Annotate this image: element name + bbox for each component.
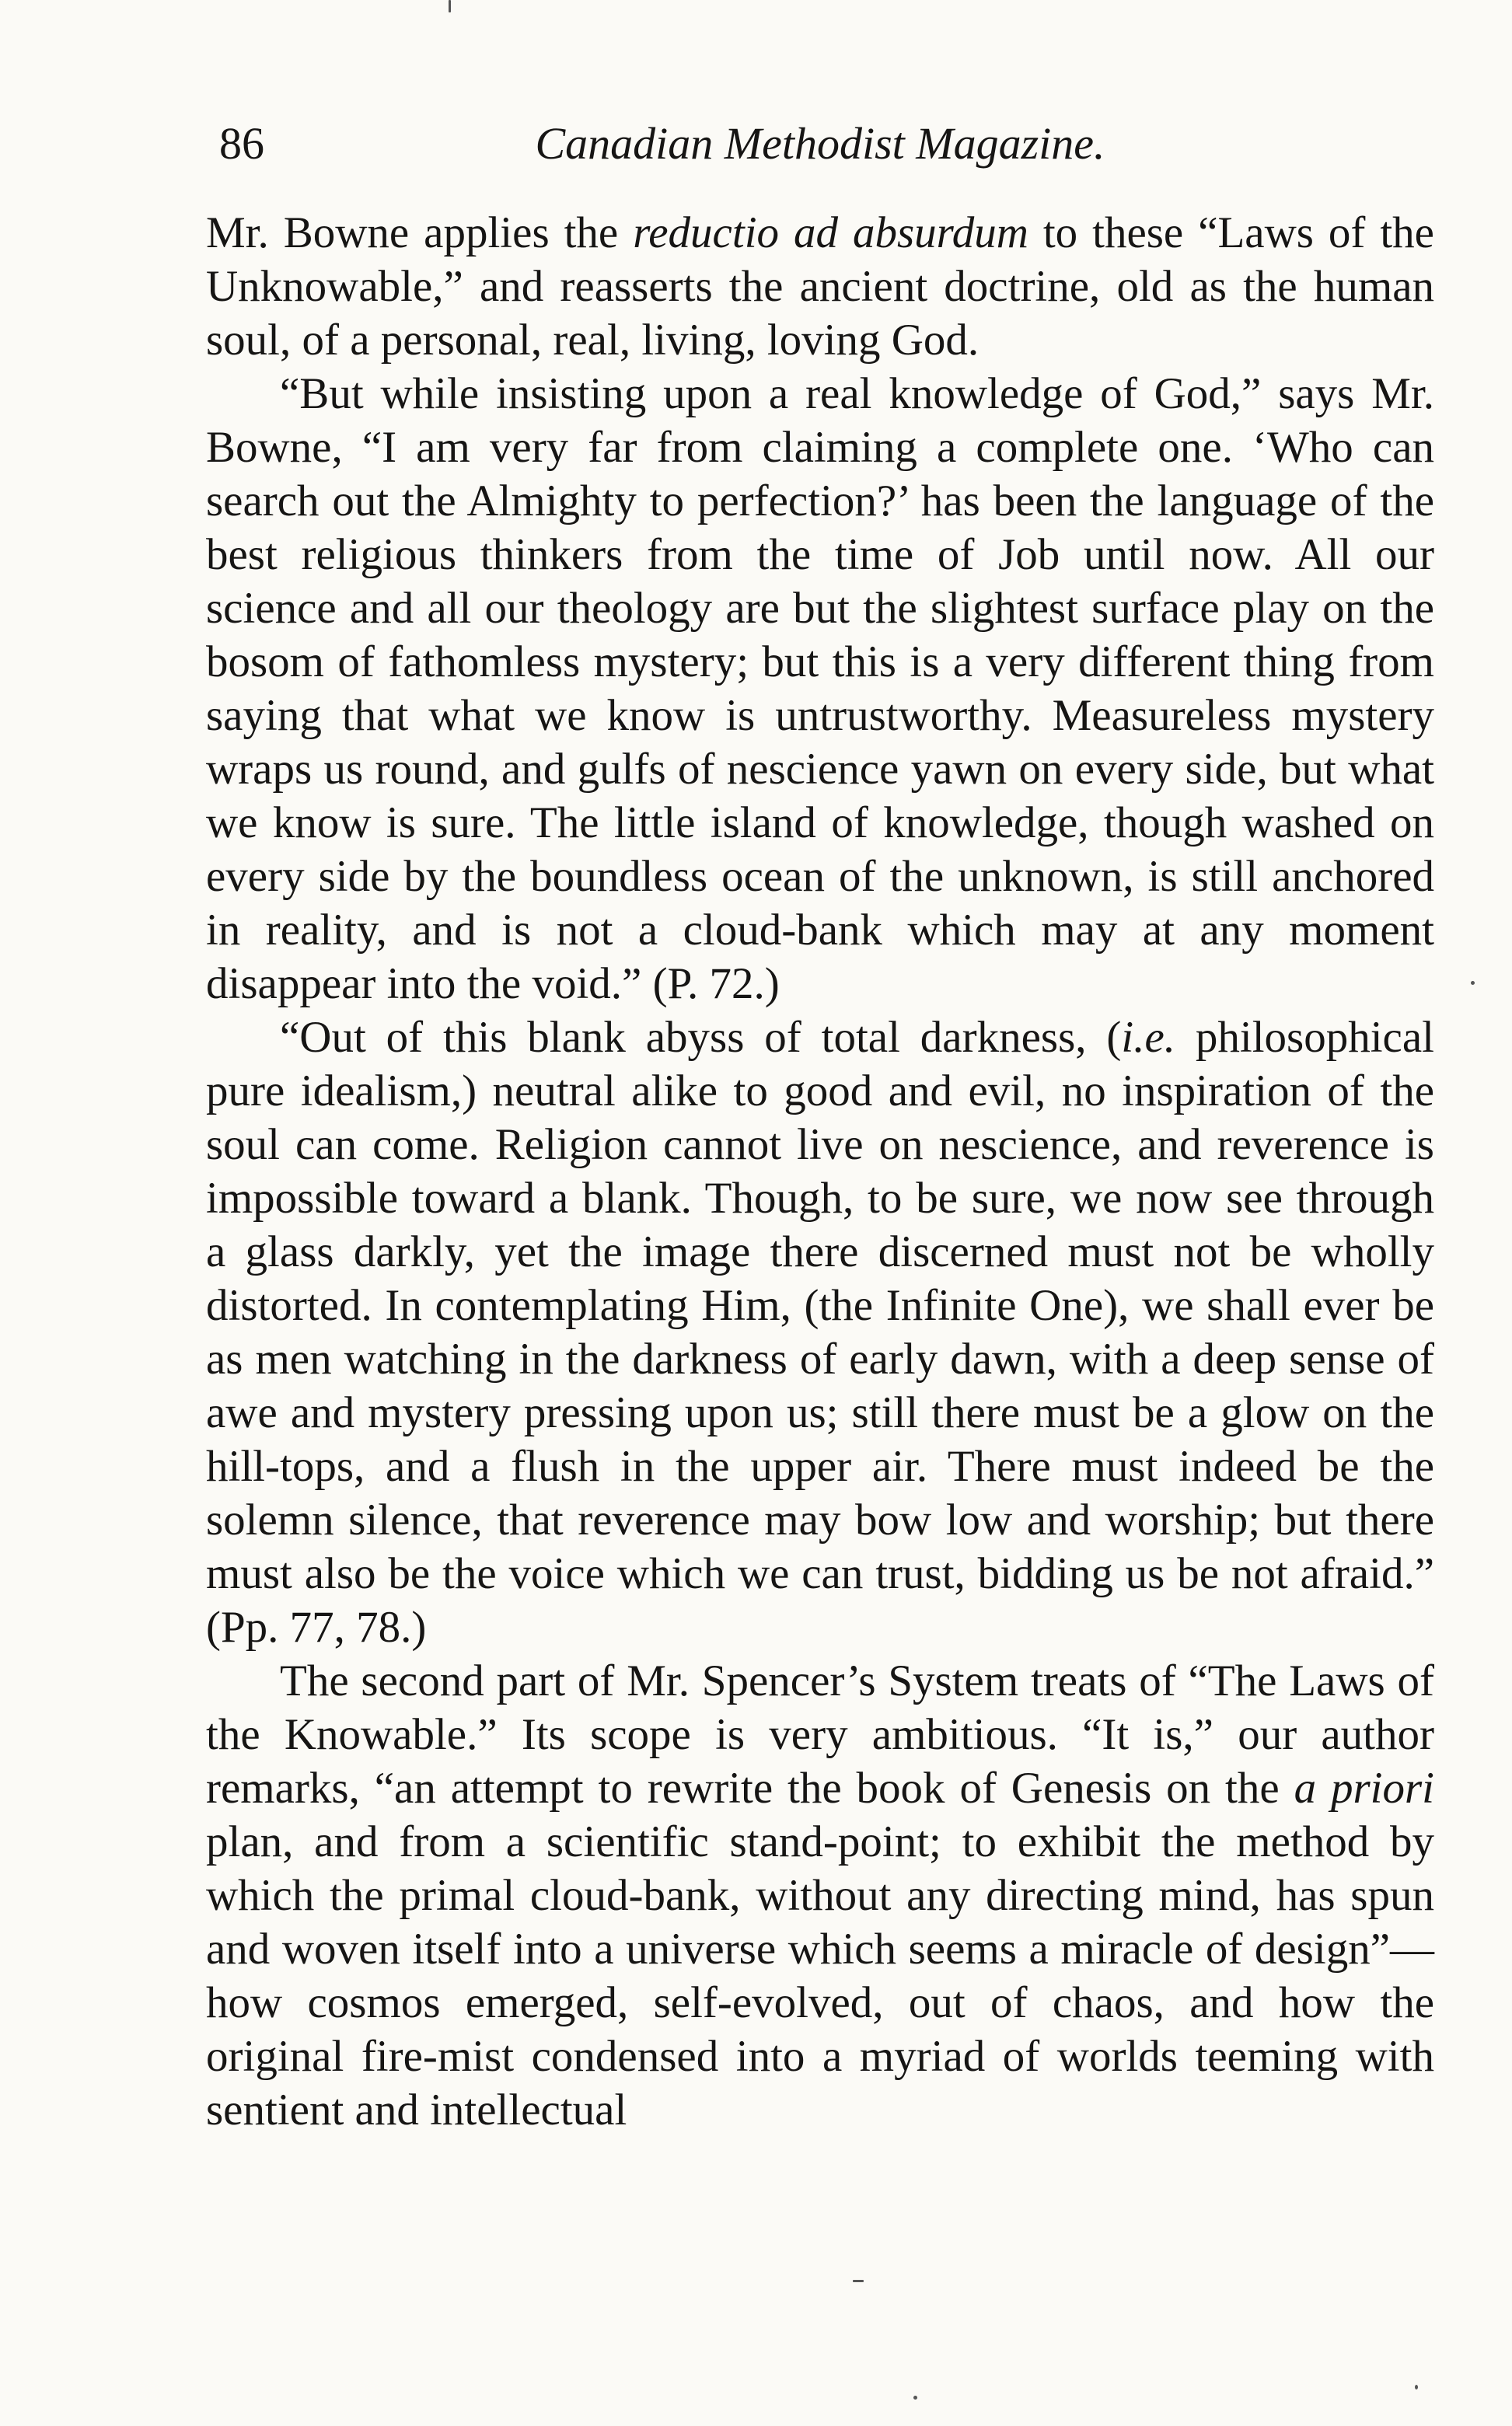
text-run: Mr. Bowne applies the — [206, 208, 634, 257]
running-head — [210, 117, 1430, 171]
italic-phrase: reductio ad absurdum — [633, 208, 1028, 257]
text-run: “Out of this blank abyss of total darkness, ( — [280, 1013, 1122, 1062]
text-run: philosophical pure idealism,) neutral alike to good and evil, no inspiration of the soul can come. Religion cannot live on nescience, and reverence is impossible toward a blank. Though, to be sure, we now see through a glass darkly, yet the image there discerned must not be wholly distorted. In contemplating Him, (the Infinite One), we shall ever be as men watching in the darkness of early dawn, with a deep sense of awe and mystery pressing upon us; still there must be a glow on the hill-tops, and a flush in the upper air. There must indeed be the solemn silence, that reverence may bow low and worship; but there must also be the voice which we can trust, bidding us be not afraid.” (Pp. 77, 78.) — [206, 1013, 1434, 1652]
scan-speck — [1471, 981, 1475, 985]
scan-speck — [913, 2396, 917, 2400]
text-run: to these “Laws of the Unknowable,” and reasserts the ancient doctrine, old as the human soul, of a personal, real, living, loving God. — [206, 208, 1434, 365]
text-run: “But while insisting upon a real knowledge of God,” says Mr. Bowne, “I am very far from claiming a complete one. ‘Who can search out the Almighty to perfection?’ has been the language of the best religious thinkers from the time of Job until now. All our science and all our theology are but the slightest surface play on the bosom of fathomless mystery; but this is a very different thing from saying that what we know is untrustworthy. Measureless mystery wraps us round, and gulfs of nescience yawn on every side, but what we know is sure. The little island of knowledge, though washed on every side by the boundless ocean of the unknown, is still anchored in reality, and is not a cloud-bank which may at any moment disappear into the void.” (P. 72.) — [206, 369, 1434, 1008]
italic-phrase: i.e. — [1121, 1013, 1175, 1062]
text-run: The second part of Mr. Spencer’s System treats of “The Laws of the Knowable.” Its scope is very ambitious. “It is,” our author remarks, “an attempt to rewrite the book of Genesis on the — [206, 1656, 1434, 1813]
paragraph-laws-of-knowable — [206, 1654, 1434, 2137]
article-body — [206, 206, 1434, 2137]
scan-speck — [853, 2280, 864, 2282]
paragraph-bowne-quote-abyss — [206, 1011, 1434, 1654]
text-run: plan, and from a scientific stand-point; to exhibit the method by which the primal cloud-bank, without any directing mind, has spun and woven itself into a universe which seems a miracle of design”—how cosmos emerged, self-evolved, out of chaos, and how the original fire-mist condensed into a myriad of worlds teeming with sentient and intellectual — [206, 1817, 1434, 2135]
italic-phrase: a priori — [1294, 1764, 1435, 1813]
paragraph-bowne-reductio — [206, 206, 1434, 367]
scan-speck — [1415, 2385, 1418, 2389]
paragraph-bowne-quote-knowledge — [206, 367, 1434, 1011]
page-number: 86 — [219, 118, 264, 169]
journal-title: Canadian Methodist Magazine. — [535, 118, 1105, 169]
scan-speck — [449, 0, 451, 12]
